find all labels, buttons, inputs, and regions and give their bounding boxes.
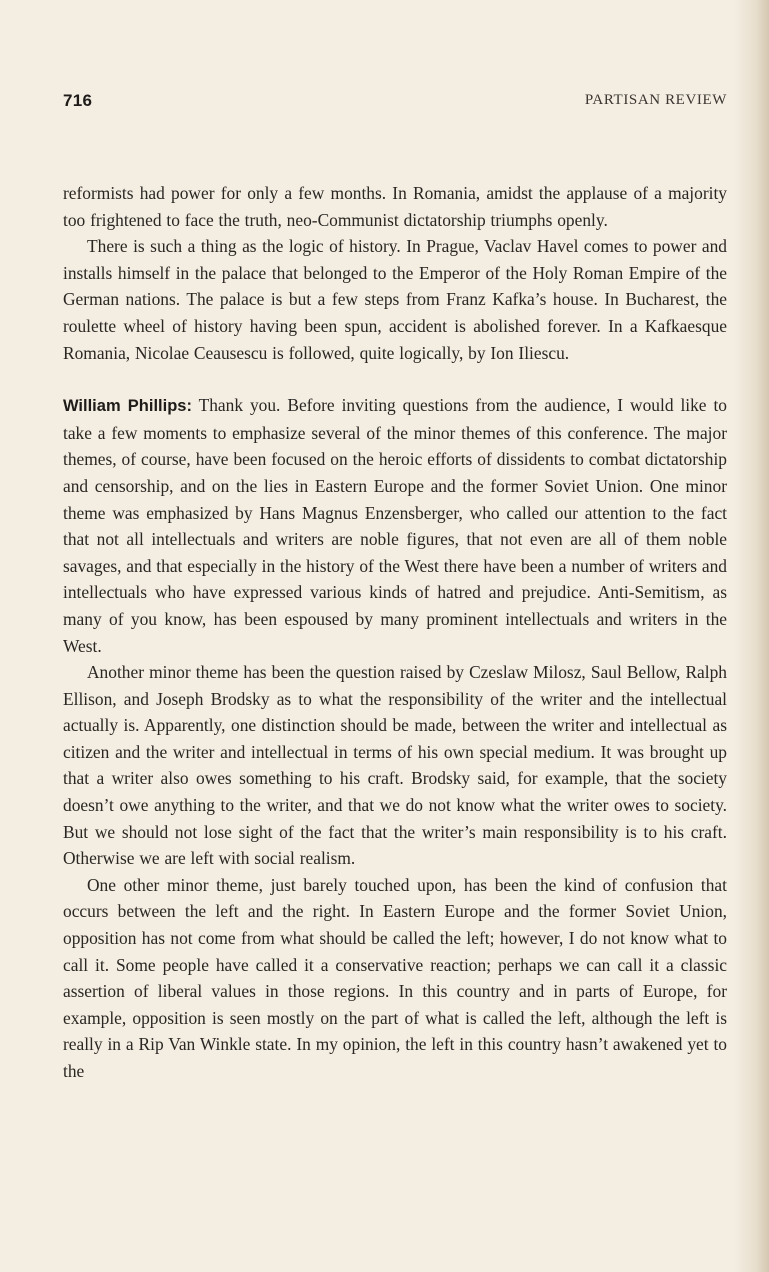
paragraph-text: reformists had power for only a few months. In Romania, amidst the applause of a majority too frightened to face the truth, neo-Communist dictatorship triumphs openly. bbox=[63, 183, 727, 230]
paragraph-phillips-remarks bbox=[63, 392, 727, 659]
body-text bbox=[63, 180, 727, 1085]
journal-title: PARTISAN REVIEW bbox=[584, 92, 727, 108]
paragraph-text: Another minor theme has been the question raised by Czeslaw Milosz, Saul Bellow, Ralph Ellison, and Joseph Brodsky as to what the responsibility of the writer and the intellectual actually is. Apparently, one distinction should be made, between the writer and intellectual as citizen and the writer and intellectual in terms of his own special medium. It was brought up that a writer also owes something to his craft. Brodsky said, for example, that the society doesn’t owe anything to the writer, and that we do not know what the writer owes to society. But we should not lose sight of the fact that the writer’s main responsibility is to his craft. Otherwise we are left with social realism. bbox=[63, 662, 727, 869]
running-head bbox=[63, 91, 727, 115]
speaker-name: William Phillips: bbox=[63, 397, 192, 416]
paragraph-text: One other minor theme, just barely touched upon, has been the kind of confusion that occurs between the left and the right. In Eastern Europe and the former Soviet Union, opposition has not come from what should be called the left; however, I do not know what to call it. Some people have called it a conservative reaction; perhaps we can call it a classic assertion of liberal values in those regions. In this country and in parts of Europe, for example, opposition is seen mostly on the part of what is called the left, although the left is really in a Rip Van Winkle state. In my opinion, the left in this country hasn’t awakened yet to the bbox=[63, 874, 727, 1081]
paragraph-text: There is such a thing as the logic of history. In Prague, Vaclav Havel comes to power and installs himself in the palace that belonged to the Emperor of the Holy Roman Empire of the German nations. The palace is but a few steps from Franz Kafka’s house. In Bucharest, the roulette wheel of history having been spun, accident is abolished forever. In a Kafkaesque Romania, Nicolae Ceausescu is followed, quite logically, by Ion Iliescu. bbox=[63, 236, 727, 363]
paragraph-continuation bbox=[63, 180, 727, 233]
page-number: 716 bbox=[63, 91, 93, 110]
paragraph-left-right bbox=[63, 872, 727, 1085]
page-edge-shadow bbox=[735, 0, 769, 1272]
paragraph-logic-of-history bbox=[63, 233, 727, 366]
paragraph-text: Thank you. Before inviting questions from the audience, I would like to take a few moments to emphasize several of the minor themes of this conference. The major themes, of course, have been focused on the heroic efforts of dissidents to combat dictatorship and censorship, and on the lies in Eastern Europe and the former Soviet Union. One minor theme was emphasized by Hans Magnus Enzensberger, who called our attention to the fact that not all intellectuals and writers are noble figures, that not even are all of them noble savages, and that especially in the history of the West there have been a number of writers and intellectuals who have expressed various kinds of hatred and prejudice. Anti-Semitism, as many of you know, has been espoused by many prominent intellectuals and writers in the West. bbox=[63, 395, 727, 656]
paragraph-writer-responsibility bbox=[63, 659, 727, 872]
